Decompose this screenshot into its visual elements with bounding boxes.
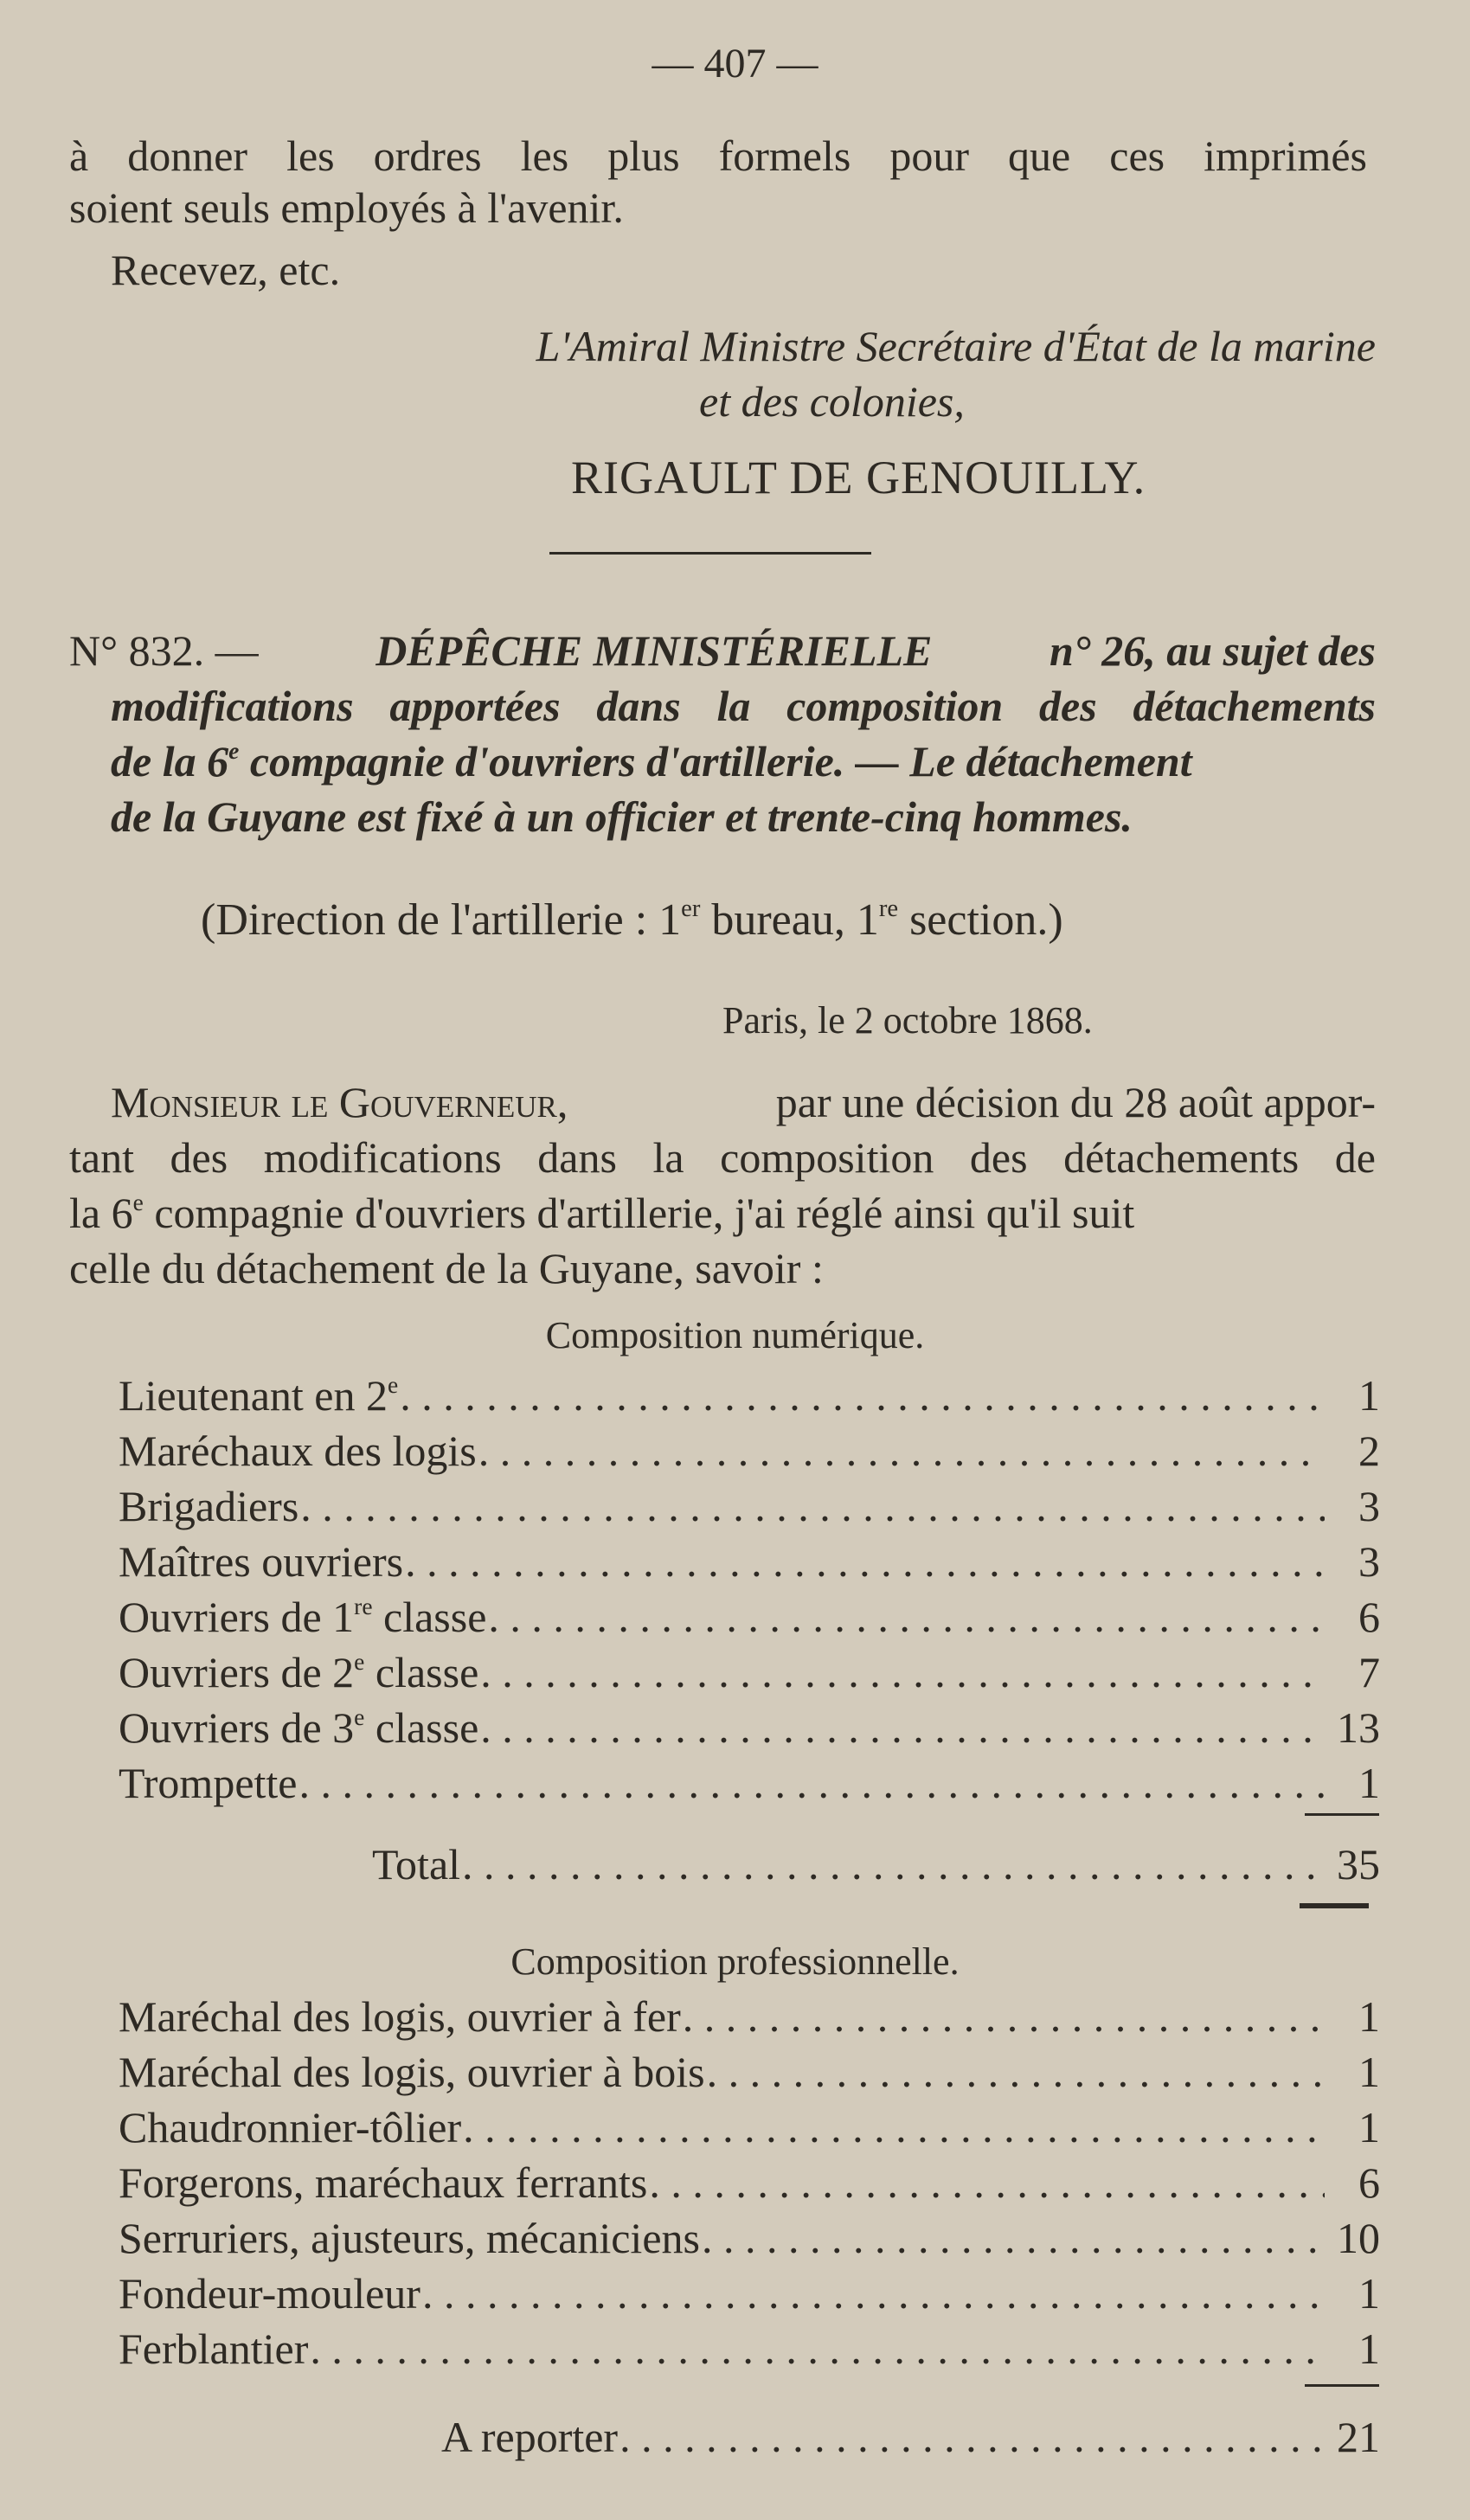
numeric-composition-heading: Composition numérique.: [545, 1314, 925, 1356]
carry-forward-label: A reporter: [441, 2413, 619, 2461]
table-row: [119, 2211, 1380, 2265]
row-value: 1: [1358, 2048, 1380, 2096]
row-value: 6: [1358, 1593, 1380, 1641]
dispatch-title: DÉPÊCHE MINISTÉRIELLE: [376, 626, 933, 675]
body-line-2: tant des modifications dans la composition des détachements de: [69, 1133, 1376, 1182]
leader-dots: [478, 1424, 1325, 1478]
table-row: [119, 1756, 1380, 1810]
date-line: Paris, le 2 octobre 1868.: [722, 999, 1093, 1042]
row-value: 3: [1358, 1537, 1380, 1586]
row-label: Ouvriers de 1re classe: [119, 1592, 487, 1641]
leader-dots: [422, 2267, 1325, 2320]
row-label: Chaudronnier-tôlier: [119, 2103, 462, 2151]
dispatch-heading-line-3: de la 6e compagnie d'ouvriers d'artillerie. — Le détachement: [111, 736, 1192, 785]
leader-dots: [619, 2410, 1325, 2464]
leader-dots: [707, 2045, 1325, 2099]
table-row: [119, 2267, 1380, 2320]
signatory-title-line-2: et des colonies,: [699, 377, 965, 426]
table-row: [119, 2156, 1380, 2209]
separator-rule: [549, 552, 871, 555]
row-label: Ferblantier: [119, 2324, 309, 2373]
table-row: [119, 1701, 1380, 1754]
leader-dots: [683, 1990, 1325, 2043]
row-label: Forgerons, maréchaux ferrants: [119, 2158, 648, 2207]
leader-dots: [405, 1535, 1325, 1588]
table-row: [119, 1479, 1380, 1533]
total-underline: [1300, 1903, 1369, 1908]
table-row: [119, 2045, 1380, 2099]
total-value: 35: [1337, 1840, 1380, 1888]
leader-dots: [480, 1645, 1325, 1699]
leader-dots: [400, 1369, 1325, 1422]
body-line-4: celle du détachement de la Guyane, savoir :: [69, 1244, 824, 1292]
dispatch-subject-start: n° 26, au sujet des: [1049, 626, 1376, 675]
row-label: Lieutenant en 2e: [119, 1370, 399, 1420]
table-row: [119, 2322, 1380, 2376]
leader-dots: [310, 2322, 1325, 2376]
table-row: [119, 1645, 1380, 1699]
row-value: 1: [1358, 2269, 1380, 2318]
body-line-1: Monsieur le Gouverneur, par une décision du 28 août appor-: [111, 1074, 1376, 1130]
row-value: 1: [1358, 1371, 1380, 1420]
leader-dots: [462, 1837, 1325, 1891]
row-value: 2: [1358, 1427, 1380, 1475]
row-label: Ouvriers de 3e classe: [119, 1702, 479, 1752]
row-label: Maréchal des logis, ouvrier à fer: [119, 1992, 681, 2041]
table-row: [119, 1990, 1380, 2043]
leader-dots: [649, 2156, 1325, 2209]
row-label: Maréchal des logis, ouvrier à bois: [119, 2048, 705, 2096]
row-value: 1: [1358, 1759, 1380, 1807]
row-value: 1: [1358, 2103, 1380, 2151]
leader-dots: [480, 1701, 1325, 1754]
row-value: 7: [1358, 1648, 1380, 1696]
dispatch-number: N° 832. —: [69, 626, 259, 675]
intro-line-2: soient seuls employés à l'avenir.: [69, 183, 624, 232]
intro-line-1: à donner les ordres les plus formels pour que ces imprimés: [69, 131, 1367, 180]
leader-dots: [488, 1590, 1325, 1644]
body-line-3: la 6e compagnie d'ouvriers d'artillerie, j'ai réglé ainsi qu'il suit: [69, 1188, 1135, 1237]
sum-rule-1: [1305, 1813, 1379, 1816]
professional-composition-heading: Composition professionnelle.: [510, 1940, 960, 1983]
signatory-name: RIGAULT DE GENOUILLY.: [571, 452, 1146, 503]
row-value: 6: [1358, 2158, 1380, 2207]
leader-dots: [463, 2100, 1325, 2154]
row-label: Maréchaux des logis: [119, 1427, 477, 1475]
total-label: Total: [372, 1840, 461, 1888]
table-row: [119, 1535, 1380, 1588]
row-value: 10: [1337, 2214, 1380, 2262]
closing-formula: Recevez, etc.: [111, 246, 341, 294]
leader-dots: [702, 2211, 1325, 2265]
row-value: 3: [1358, 1482, 1380, 1530]
dispatch-heading-line-1: [69, 623, 1376, 678]
carry-forward-value: 21: [1337, 2413, 1380, 2461]
row-value: 1: [1358, 2324, 1380, 2373]
direction-line: (Direction de l'artillerie : 1er bureau, 1re section.): [201, 895, 1063, 945]
signatory-title-line-1: L'Amiral Ministre Secrétaire d'État de la marine: [536, 322, 1376, 370]
row-value: 1: [1358, 1992, 1380, 2041]
row-label: Fondeur-mouleur: [119, 2269, 420, 2318]
row-label: Brigadiers: [119, 1482, 299, 1530]
sum-rule-2: [1305, 2384, 1379, 2387]
carry-forward-row: [441, 2410, 1380, 2464]
salutation: Monsieur le Gouverneur,: [111, 1078, 568, 1126]
row-value: 13: [1337, 1703, 1380, 1752]
leader-dots: [300, 1479, 1325, 1533]
leader-dots: [299, 1756, 1326, 1810]
page-number: — 407 —: [652, 41, 818, 87]
row-label: Maîtres ouvriers: [119, 1537, 404, 1586]
dispatch-heading-line-2: modifications apportées dans la composition des détachements: [111, 682, 1376, 730]
table-row: [119, 2100, 1380, 2154]
row-label: Ouvriers de 2e classe: [119, 1647, 479, 1696]
table-row: [119, 1424, 1380, 1478]
dispatch-heading-line-4: de la Guyane est fixé à un officier et trente-cinq hommes.: [111, 792, 1133, 841]
table-row: [119, 1369, 1380, 1422]
total-row: [372, 1837, 1380, 1891]
row-label: Serruriers, ajusteurs, mécaniciens: [119, 2214, 700, 2262]
table-row: [119, 1590, 1380, 1644]
row-label: Trompette: [119, 1759, 298, 1807]
